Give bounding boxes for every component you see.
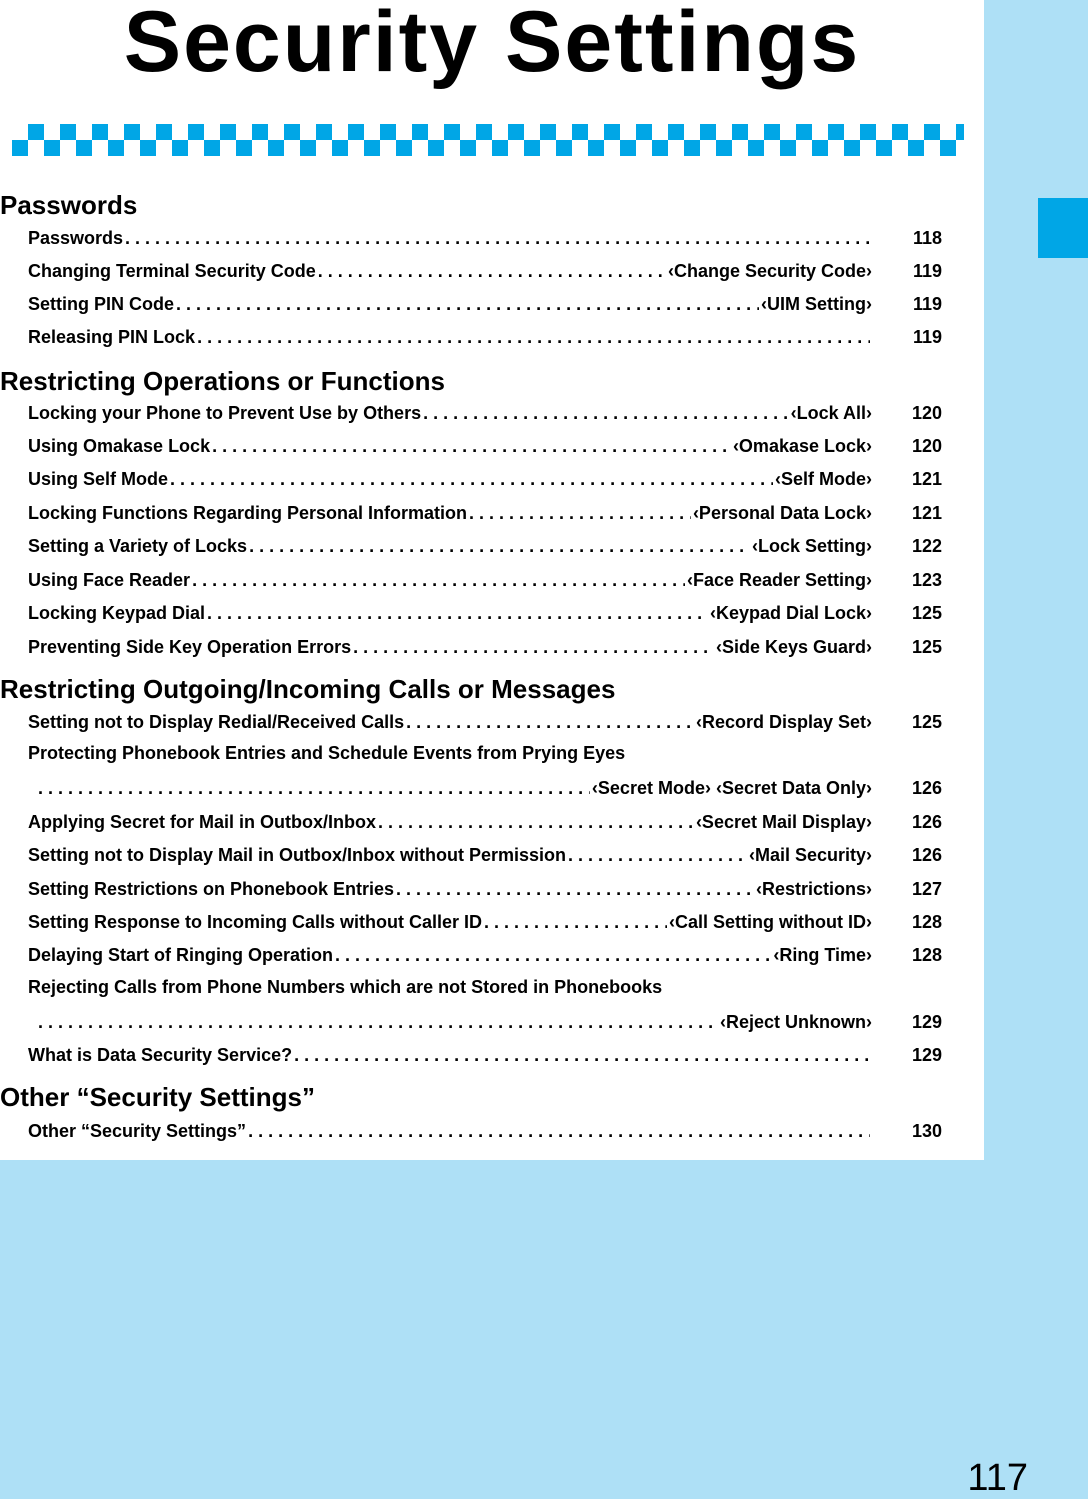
dot-leader [335, 944, 771, 966]
section-heading-passwords: Passwords [0, 190, 138, 220]
toc-entry-label: Using Omakase Lock [28, 436, 211, 456]
toc-entry-label: Locking your Phone to Prevent Use by Others [28, 403, 422, 423]
toc-entry-label: Setting a Variety of Locks [28, 536, 248, 556]
toc-entry-function: ‹Reject Unknown› [719, 1012, 872, 1032]
toc-entry[interactable] [28, 258, 872, 282]
dot-leader [38, 1011, 718, 1033]
page-number: 117 [967, 1457, 1028, 1499]
dot-leader [353, 636, 714, 658]
toc-entry[interactable] [28, 942, 872, 966]
toc-entry-label[interactable]: Protecting Phonebook Entries and Schedule Events from Prying Eyes [28, 743, 626, 763]
toc-entry[interactable] [28, 225, 872, 249]
toc-entry[interactable] [28, 533, 872, 557]
toc-entry-function: ‹UIM Setting› [761, 294, 872, 314]
toc-entry-page[interactable]: 128 [911, 912, 942, 932]
toc-entry[interactable] [36, 1009, 872, 1033]
dot-leader [212, 435, 731, 457]
toc-entry-label: What is Data Security Service? [28, 1045, 293, 1065]
toc-entry-function: ‹Secret Mail Display› [695, 812, 872, 832]
toc-entry-page[interactable]: 127 [911, 879, 942, 899]
toc-entry-function: ‹Call Setting without ID› [669, 912, 872, 932]
toc-entry[interactable] [28, 876, 872, 900]
page-title: Security Settings [123, 0, 861, 90]
toc-entry-label: Locking Keypad Dial [28, 603, 206, 623]
dot-leader [176, 293, 759, 315]
toc-entry-function: ‹Record Display Set› [695, 712, 872, 732]
toc-entry-label: Changing Terminal Security Code [28, 261, 316, 281]
toc-entry-function: ‹Omakase Lock› [732, 436, 872, 456]
toc-entry[interactable] [28, 909, 872, 933]
toc-entry[interactable] [28, 809, 872, 833]
toc-entry-label: Setting Restrictions on Phonebook Entries [28, 879, 395, 899]
toc-entry-page[interactable]: 120 [911, 436, 942, 456]
toc-entry-label: Locking Functions Regarding Personal Information [28, 503, 468, 523]
toc-entry-function: ‹Keypad Dial Lock› [709, 603, 872, 623]
toc-entry-function: ‹Secret Mode› ‹Secret Data Only› [591, 778, 872, 798]
toc-entry-label: Releasing PIN Lock [28, 327, 196, 347]
toc-entry[interactable] [28, 842, 872, 866]
toc-entry-label: Passwords [28, 228, 124, 248]
toc-entry-label: Using Face Reader [28, 570, 191, 590]
toc-entry[interactable] [28, 567, 872, 591]
toc-entry-function: ‹Face Reader Setting› [686, 570, 872, 590]
toc-entry-page[interactable]: 121 [911, 469, 942, 489]
toc-entry-page[interactable]: 129 [911, 1045, 942, 1065]
dot-leader [197, 326, 870, 348]
dot-leader [484, 911, 667, 933]
toc-entry-page[interactable]: 129 [911, 1012, 942, 1032]
toc-entry[interactable] [28, 600, 872, 624]
dot-leader [423, 402, 789, 424]
toc-entry-function: ‹Side Keys Guard› [715, 637, 872, 657]
toc-entry-page[interactable]: 125 [911, 637, 942, 657]
dot-leader [207, 602, 708, 624]
toc-entry-function: ‹Self Mode› [775, 469, 872, 489]
toc-entry-label: Delaying Start of Ringing Operation [28, 945, 334, 965]
dot-leader [38, 777, 590, 799]
dot-leader [378, 811, 694, 833]
toc-entry[interactable] [28, 500, 872, 524]
toc-entry-function: ‹Personal Data Lock› [692, 503, 872, 523]
toc-entry-function: ‹Change Security Code› [667, 261, 872, 281]
toc-entry-function: ‹Lock Setting› [752, 536, 872, 556]
toc-entry-page[interactable]: 118 [912, 228, 942, 248]
toc-entry-label: Other “Security Settings” [28, 1121, 247, 1141]
toc-entry-page[interactable]: 125 [911, 712, 942, 732]
toc-entry[interactable] [28, 634, 872, 658]
toc-entry[interactable] [28, 1042, 872, 1066]
toc-entry[interactable] [36, 775, 872, 799]
toc-entry-page[interactable]: 126 [911, 845, 942, 865]
toc-entry-page[interactable]: 123 [911, 570, 942, 590]
dot-leader [396, 878, 754, 900]
toc-entry[interactable] [28, 400, 872, 424]
dot-leader [170, 468, 773, 490]
toc-entry-function: ‹Lock All› [790, 403, 872, 423]
chapter-tab-marker [1038, 198, 1088, 258]
toc-entry[interactable] [28, 709, 872, 733]
toc-entry[interactable] [28, 1118, 872, 1142]
toc-entry-label: Setting not to Display Redial/Received Calls [28, 712, 405, 732]
toc-entry[interactable] [28, 291, 872, 315]
dot-leader [125, 227, 870, 249]
toc-entry[interactable] [28, 466, 872, 490]
dot-leader [406, 711, 694, 733]
toc-entry-page[interactable]: 119 [912, 327, 942, 347]
section-heading-restricting-calls: Restricting Outgoing/Incoming Calls or Messages [0, 674, 616, 704]
toc-entry-page[interactable]: 130 [911, 1121, 942, 1141]
section-heading-restricting-operations: Restricting Operations or Functions [0, 366, 445, 396]
toc-entry-label: Setting Response to Incoming Calls without Caller ID [28, 912, 483, 932]
toc-entry-page[interactable]: 126 [911, 778, 942, 798]
toc-entry-page[interactable]: 119 [912, 294, 942, 314]
toc-entry-page[interactable]: 120 [911, 403, 942, 423]
toc-entry[interactable] [28, 433, 872, 457]
dot-leader [249, 535, 750, 557]
toc-entry[interactable] [28, 324, 872, 348]
toc-entry-page[interactable]: 121 [911, 503, 942, 523]
dot-leader [318, 260, 666, 282]
toc-entry-function: ‹Mail Security› [748, 845, 872, 865]
toc-entry-label: Setting not to Display Mail in Outbox/Inbox without Permission [28, 845, 567, 865]
section-heading-other-security-settings: Other “Security Settings” [0, 1082, 315, 1112]
toc-entry-page[interactable]: 126 [911, 812, 942, 832]
dot-leader [294, 1044, 870, 1066]
toc-entry-label: Setting PIN Code [28, 294, 175, 314]
toc-entry-function: ‹Restrictions› [755, 879, 872, 899]
toc-entry-label: Using Self Mode [28, 469, 169, 489]
toc-entry-label: Applying Secret for Mail in Outbox/Inbox [28, 812, 377, 832]
toc-entry-label: Preventing Side Key Operation Errors [28, 637, 352, 657]
dot-leader [568, 844, 747, 866]
dot-leader [192, 569, 685, 591]
toc-entry-page[interactable]: 125 [911, 603, 942, 623]
toc-entry-page[interactable]: 128 [911, 945, 942, 965]
dot-leader [248, 1120, 870, 1142]
toc-entry-page[interactable]: 119 [912, 261, 942, 281]
dot-leader [469, 502, 691, 524]
toc-entry-function: ‹Ring Time› [773, 945, 872, 965]
toc-entry-label[interactable]: Rejecting Calls from Phone Numbers which are not Stored in Phonebooks [28, 977, 663, 997]
toc-entry-page[interactable]: 122 [911, 536, 942, 556]
